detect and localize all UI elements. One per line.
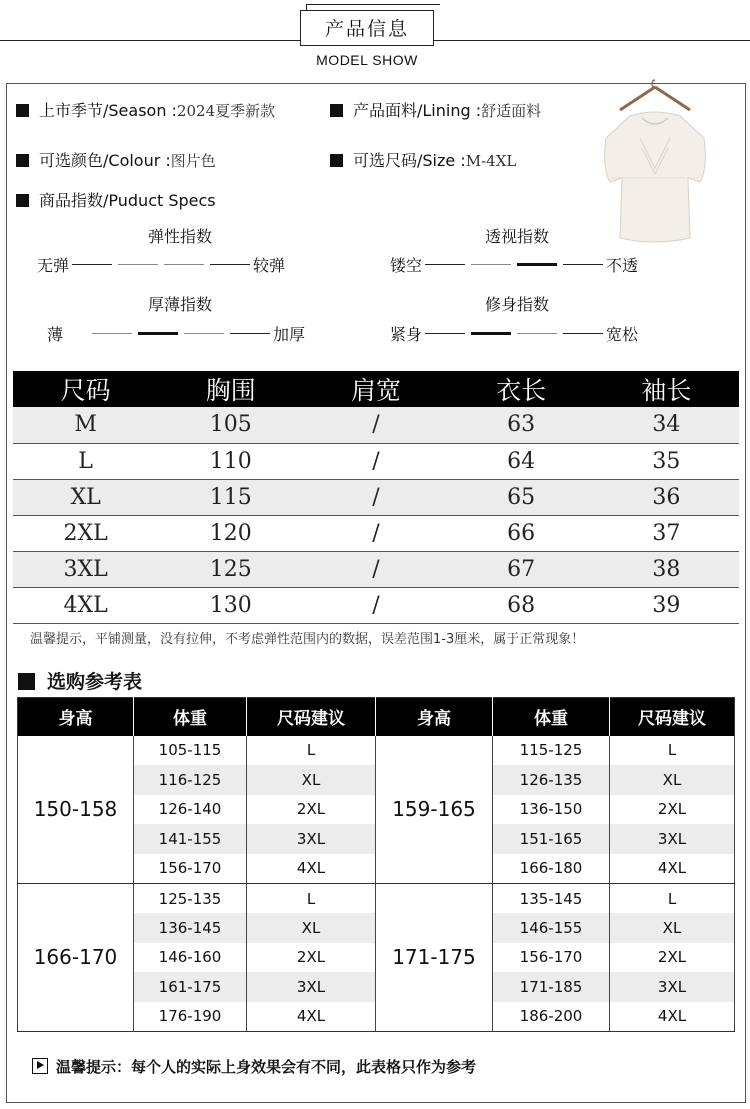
reference-table-cell: 171-175	[376, 883, 493, 1031]
reference-table-cell: 166-180	[493, 854, 610, 884]
reference-header-cell: 身高	[376, 698, 493, 736]
reference-table-cell: 161-175	[134, 972, 247, 1002]
reference-header-cell: 尺码建议	[610, 698, 735, 736]
reference-table-cell: 151-165	[493, 824, 610, 854]
lining-label: 产品面料/Lining :	[353, 101, 482, 120]
reference-table-cell: 115-125	[493, 736, 610, 766]
scale-segment	[563, 333, 603, 335]
size-info	[330, 148, 516, 171]
size-table-header-cell: 肩宽	[303, 371, 448, 407]
size-table-row	[13, 479, 739, 515]
reference-table-cell: 150-158	[18, 736, 134, 884]
lining-value: 舒适面料	[481, 102, 542, 120]
reference-table-cell: 125-135	[134, 883, 247, 913]
play-icon	[32, 1058, 48, 1074]
size-table-cell: 64	[449, 443, 594, 479]
reference-table-cell: 159-165	[376, 736, 493, 884]
size-table-cell: /	[303, 587, 448, 623]
scale-segment-active	[517, 263, 557, 266]
measurement-note: 温馨提示，平铺测量，没有拉伸，不考虑弹性范围内的数据，误差范围1-3厘米，属于正常现象！	[30, 632, 585, 647]
reference-table-cell: 156-170	[134, 854, 247, 884]
size-label: 可选尺码/Size :	[353, 151, 466, 170]
bullet-square-icon	[16, 194, 29, 207]
reference-table-cell: 2XL	[610, 795, 735, 825]
size-table-cell: /	[303, 407, 448, 443]
reference-tip	[32, 1056, 476, 1077]
scale-segment	[471, 264, 511, 265]
size-table-header-cell: 胸围	[158, 371, 303, 407]
size-table-row	[13, 443, 739, 479]
size-value: M-4XL	[465, 152, 517, 170]
reference-table-cell: 166-170	[18, 883, 134, 1031]
reference-table-cell: 135-145	[493, 883, 610, 913]
reference-header-cell: 体重	[493, 698, 610, 736]
scale-right-label: 不透	[606, 256, 639, 275]
size-table-cell: 110	[158, 443, 303, 479]
reference-table-cell: L	[247, 883, 376, 913]
size-table-cell: 37	[594, 515, 739, 551]
size-table-cell: 4XL	[13, 587, 158, 623]
size-table-cell: 130	[158, 587, 303, 623]
header-rule-right	[434, 40, 750, 41]
size-table-cell: 120	[158, 515, 303, 551]
size-table-cell: XL	[13, 479, 158, 515]
fit-index-title: 修身指数	[484, 295, 549, 314]
sheer-index-title: 透视指数	[484, 227, 549, 246]
size-table-cell: 36	[594, 479, 739, 515]
specs-info	[16, 188, 216, 211]
reference-table-cell: 186-200	[493, 1002, 610, 1032]
size-table-cell: /	[303, 551, 448, 587]
size-table	[13, 371, 739, 624]
thickness-index-title: 厚薄指数	[147, 295, 212, 314]
reference-section-title	[18, 667, 142, 694]
reference-header-cell: 体重	[134, 698, 247, 736]
reference-table-cell: 2XL	[247, 943, 376, 973]
scale-segment	[230, 333, 270, 335]
reference-header-cell: 身高	[18, 698, 134, 736]
reference-table-cell: 4XL	[610, 854, 735, 884]
scale-left-label: 镂空	[390, 256, 423, 275]
size-table-cell: 34	[594, 407, 739, 443]
colour-label: 可选颜色/Colour :	[39, 151, 171, 170]
reference-table-cell: 3XL	[610, 824, 735, 854]
reference-table-cell: L	[610, 883, 735, 913]
scale-right-label: 宽松	[606, 325, 639, 344]
season-value: 2024夏季新款	[176, 102, 276, 120]
reference-table-row	[18, 736, 735, 766]
reference-table-cell: 146-155	[493, 913, 610, 943]
size-table-row	[13, 515, 739, 551]
size-table-cell: /	[303, 443, 448, 479]
product-blouse-image	[600, 78, 710, 248]
size-table-cell: 2XL	[13, 515, 158, 551]
reference-table-cell: 3XL	[247, 824, 376, 854]
specs-label: 商品指数/Puduct Specs	[39, 191, 216, 210]
reference-table-cell: 171-185	[493, 972, 610, 1002]
size-table-header-cell: 尺码	[13, 371, 158, 407]
size-table-row	[13, 407, 739, 443]
size-table-cell: 66	[449, 515, 594, 551]
scale-segment-active	[138, 332, 178, 335]
reference-table-cell: 2XL	[610, 943, 735, 973]
reference-table-cell: 146-160	[134, 943, 247, 973]
reference-table-cell: 136-145	[134, 913, 247, 943]
bullet-square-icon	[16, 154, 29, 167]
size-table-cell: /	[303, 515, 448, 551]
reference-table-cell: 3XL	[247, 972, 376, 1002]
header-rule-left	[0, 40, 300, 41]
reference-title-text: 选购参考表	[47, 671, 143, 693]
size-table-cell: 65	[449, 479, 594, 515]
fit-index-scale	[390, 322, 638, 345]
scale-segment	[563, 264, 603, 266]
reference-table-cell: 4XL	[247, 854, 376, 884]
size-table-cell: 35	[594, 443, 739, 479]
reference-table-cell: 2XL	[247, 795, 376, 825]
season-info	[16, 98, 275, 121]
elastic-index-title: 弹性指数	[147, 227, 212, 246]
size-table-cell: 115	[158, 479, 303, 515]
size-table-cell: M	[13, 407, 158, 443]
reference-table-cell: 4XL	[610, 1002, 735, 1032]
reference-table-cell: 126-140	[134, 795, 247, 825]
colour-value: 图片色	[170, 152, 216, 170]
bullet-square-icon	[16, 104, 29, 117]
bullet-square-icon	[330, 104, 343, 117]
reference-table-cell: 136-150	[493, 795, 610, 825]
scale-segment	[184, 333, 224, 334]
reference-table-header	[18, 698, 735, 736]
reference-table-cell: XL	[247, 765, 376, 795]
sheer-index-scale	[390, 253, 638, 276]
scale-segment	[118, 264, 158, 265]
reference-table-cell: L	[247, 736, 376, 766]
reference-tip-text: 温馨提示：每个人的实际上身效果会有不同，此表格只作为参考	[56, 1058, 477, 1076]
size-table-cell: 105	[158, 407, 303, 443]
scale-right-label: 加厚	[273, 325, 306, 344]
season-label: 上市季节/Season :	[39, 101, 177, 120]
reference-table-cell: XL	[247, 913, 376, 943]
reference-table-row	[18, 883, 735, 913]
lining-info	[330, 98, 541, 121]
reference-table-cell: 116-125	[134, 765, 247, 795]
size-table-cell: 68	[449, 587, 594, 623]
scale-right-label: 较弹	[253, 256, 286, 275]
bullet-square-icon	[18, 673, 35, 690]
size-table-row	[13, 551, 739, 587]
elastic-index-scale	[37, 253, 285, 276]
size-table-cell: 39	[594, 587, 739, 623]
reference-header-cell: 尺码建议	[247, 698, 376, 736]
size-table-cell: 63	[449, 407, 594, 443]
size-table-cell: 38	[594, 551, 739, 587]
reference-table-cell: 3XL	[610, 972, 735, 1002]
reference-table-cell: L	[610, 736, 735, 766]
size-table-row	[13, 587, 739, 623]
header-subtitle: MODEL SHOW	[316, 52, 418, 68]
reference-table-cell: 141-155	[134, 824, 247, 854]
scale-segment	[517, 333, 557, 334]
size-table-cell: /	[303, 479, 448, 515]
reference-table	[17, 697, 735, 1032]
size-table-header-cell: 袖长	[594, 371, 739, 407]
size-table-cell: 3XL	[13, 551, 158, 587]
size-table-cell: 67	[449, 551, 594, 587]
reference-table-cell: XL	[610, 913, 735, 943]
scale-left-label: 无弹	[37, 256, 70, 275]
scale-segment-active	[471, 332, 511, 335]
scale-left-label: 薄	[47, 325, 64, 344]
thickness-index-scale	[47, 322, 305, 345]
scale-segment	[92, 333, 132, 334]
colour-info	[16, 148, 216, 171]
scale-left-label: 紧身	[390, 325, 423, 344]
reference-table-cell: 105-115	[134, 736, 247, 766]
scale-segment	[425, 264, 465, 266]
scale-segment	[425, 333, 465, 335]
size-table-header	[13, 371, 739, 407]
header-title: 产品信息	[324, 18, 409, 40]
size-table-cell: 125	[158, 551, 303, 587]
scale-segment	[210, 264, 250, 266]
reference-table-cell: 4XL	[247, 1002, 376, 1032]
size-table-cell: L	[13, 443, 158, 479]
reference-table-cell: 156-170	[493, 943, 610, 973]
reference-table-cell: 176-190	[134, 1002, 247, 1032]
scale-segment	[72, 264, 112, 266]
reference-table-cell: 126-135	[493, 765, 610, 795]
scale-segment	[164, 264, 204, 265]
reference-table-cell: XL	[610, 765, 735, 795]
bullet-square-icon	[330, 154, 343, 167]
size-table-header-cell: 衣长	[449, 371, 594, 407]
